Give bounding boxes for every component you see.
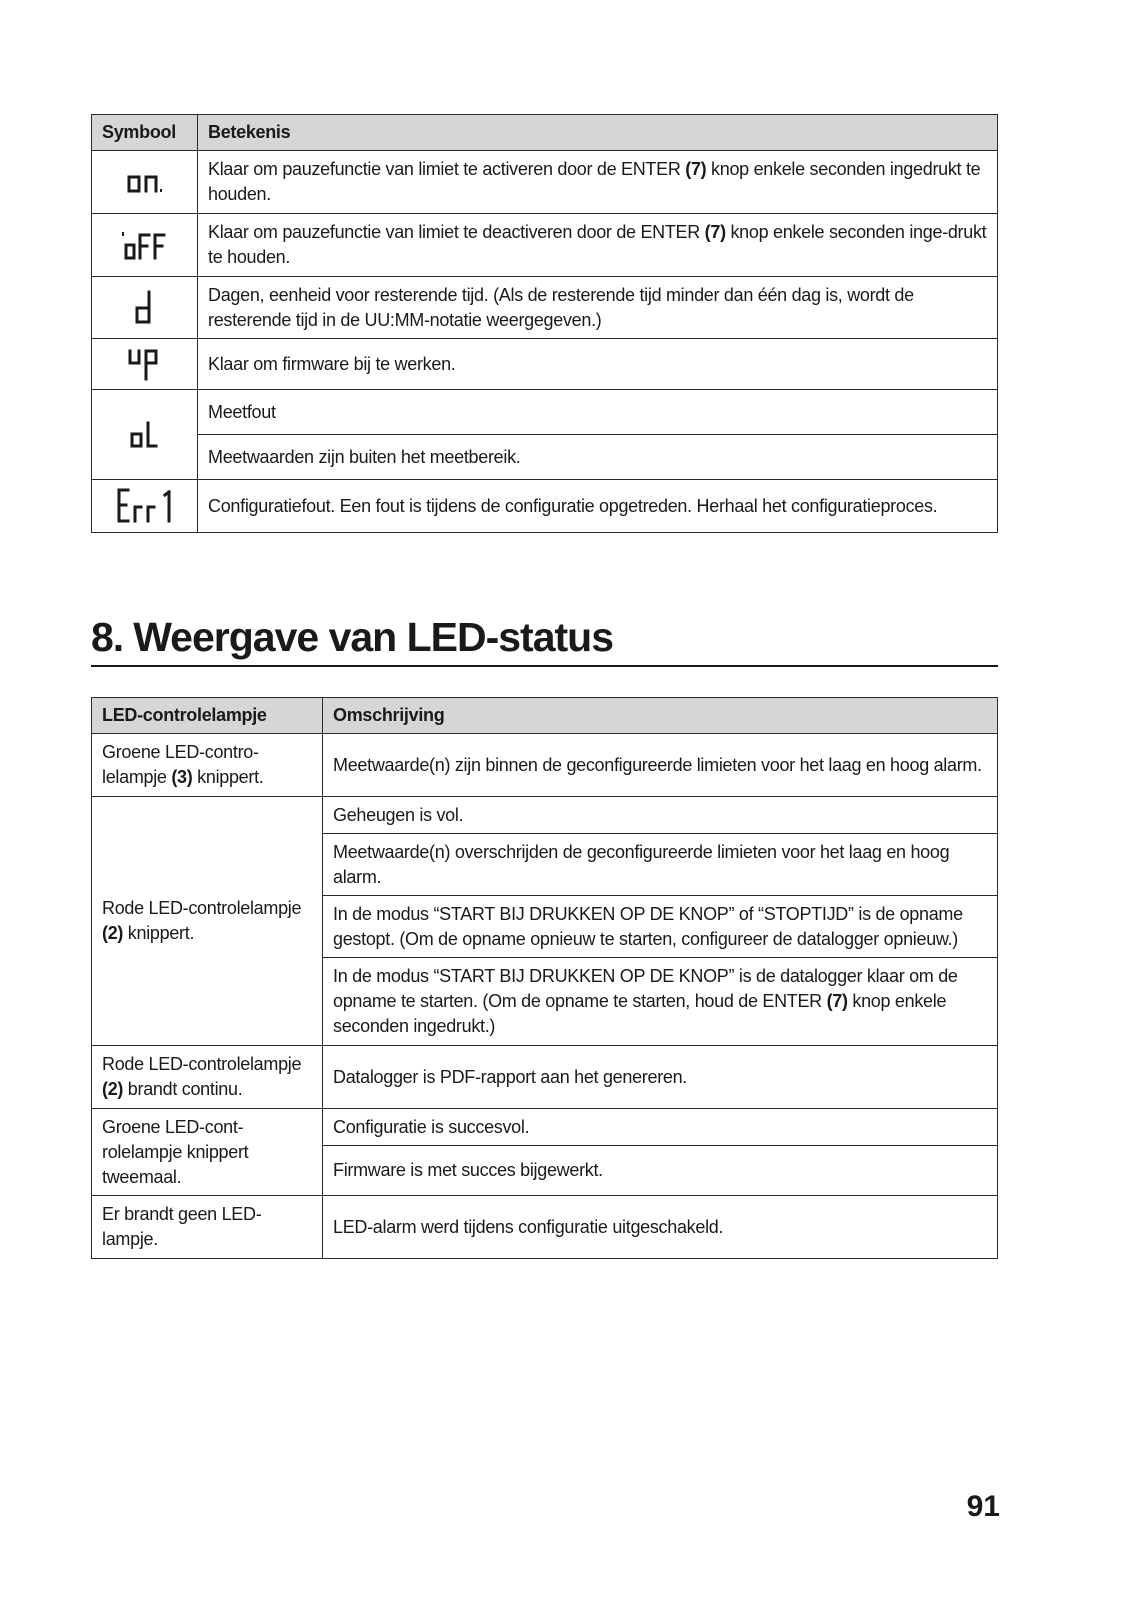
led-cell: Groene LED-cont-rolelampje knippert tweemaal. xyxy=(92,1109,323,1196)
section-title: Weergave van LED-status xyxy=(133,614,614,660)
table-row xyxy=(92,1109,998,1146)
table-header-row xyxy=(92,698,998,734)
symbol-table xyxy=(91,114,998,533)
lcd-up-icon xyxy=(125,345,165,383)
symbol-cell xyxy=(92,151,198,214)
led-cell: Rode LED-controlelampje (2) knippert. xyxy=(92,797,323,1046)
led-cell: Er brandt geen LED-lampje. xyxy=(92,1196,323,1259)
table-header-row xyxy=(92,115,998,151)
description-cell: In de modus “START BIJ DRUKKEN OP DE KNOP” is de datalogger klaar om de opname te starten. (Om de opname te starten, houd de ENTER (7) knop enkele seconden ingedrukt.) xyxy=(323,958,998,1046)
meaning-cell: Klaar om pauzefunctie van limiet te deactiveren door de ENTER (7) knop enkele seconden inge-drukt te houden. xyxy=(198,214,998,277)
description-cell: LED-alarm werd tijdens configuratie uitgeschakeld. xyxy=(323,1196,998,1259)
symbol-cell xyxy=(92,277,198,339)
column-header-led: LED-controlelampje xyxy=(92,698,323,734)
symbol-cell xyxy=(92,214,198,277)
symbol-cell xyxy=(92,480,198,533)
lcd-d-icon xyxy=(132,288,158,328)
table-row xyxy=(92,339,998,390)
table-row xyxy=(92,390,998,435)
table-row xyxy=(92,480,998,533)
description-cell: Meetwaarde(n) overschrijden de geconfigureerde limieten voor het laag en hoog alarm. xyxy=(323,834,998,896)
description-cell: Geheugen is vol. xyxy=(323,797,998,834)
table-row xyxy=(92,277,998,339)
meaning-cell: Dagen, eenheid voor resterende tijd. (Als de resterende tijd minder dan één dag is, wordt de resterende tijd in de UU:MM-notatie weergegeven.) xyxy=(198,277,998,339)
table-row xyxy=(92,1196,998,1259)
description-cell: Meetwaarde(n) zijn binnen de geconfigureerde limieten voor het laag en hoog alarm. xyxy=(323,734,998,797)
led-cell: Groene LED-contro-lelampje (3) knippert. xyxy=(92,734,323,797)
table-row xyxy=(92,1046,998,1109)
lcd-off-icon xyxy=(120,228,170,262)
section-number: 8. xyxy=(91,614,124,660)
table-row xyxy=(92,734,998,797)
description-cell: Firmware is met succes bijgewerkt. xyxy=(323,1146,998,1196)
column-header-description: Omschrijving xyxy=(323,698,998,734)
table-row xyxy=(92,151,998,214)
symbol-cell xyxy=(92,339,198,390)
column-header-meaning: Betekenis xyxy=(198,115,998,151)
description-cell: In de modus “START BIJ DRUKKEN OP DE KNOP” of “STOPTIJD” is de opname gestopt. (Om de opname opnieuw te starten, configureer de datalogger opnieuw.) xyxy=(323,896,998,958)
led-status-table xyxy=(91,697,998,1259)
led-cell: Rode LED-controlelampje (2) brandt continu. xyxy=(92,1046,323,1109)
description-cell: Configuratie is succesvol. xyxy=(323,1109,998,1146)
section-heading xyxy=(91,612,998,667)
lcd-err1-icon xyxy=(113,486,177,526)
description-cell: Datalogger is PDF-rapport aan het genereren. xyxy=(323,1046,998,1109)
meaning-cell: Meetwaarden zijn buiten het meetbereik. xyxy=(198,435,998,480)
symbol-cell xyxy=(92,390,198,480)
meaning-cell: Meetfout xyxy=(198,390,998,435)
meaning-cell: Configuratiefout. Een fout is tijdens de configuratie opgetreden. Herhaal het configuratieproces. xyxy=(198,480,998,533)
lcd-ol-icon xyxy=(128,420,162,450)
meaning-cell: Klaar om pauzefunctie van limiet te activeren door de ENTER (7) knop enkele seconden ingedrukt te houden. xyxy=(198,151,998,214)
table-row xyxy=(92,214,998,277)
table-row xyxy=(92,797,998,834)
meaning-cell: Klaar om firmware bij te werken. xyxy=(198,339,998,390)
page-number: 91 xyxy=(966,1490,1000,1523)
column-header-symbol: Symbool xyxy=(92,115,198,151)
table-row xyxy=(92,435,998,480)
lcd-on-icon xyxy=(125,168,165,196)
